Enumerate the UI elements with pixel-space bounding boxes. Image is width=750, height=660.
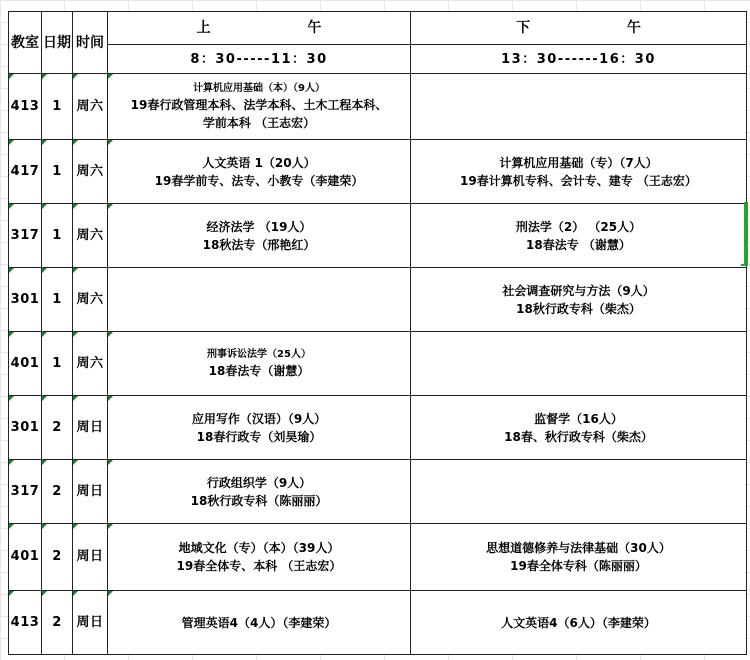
cell-afternoon-course[interactable] (411, 396, 747, 460)
header-row-1 (9, 12, 747, 45)
course-line: 18秋行政专科（柴杰） (516, 301, 641, 316)
course-line: 19春行政管理本科、法学本科、土木工程本科、 (130, 97, 388, 112)
cell-room[interactable]: 413 (9, 591, 42, 655)
cell-date[interactable]: 1 (42, 204, 73, 268)
table-row (9, 591, 747, 655)
cell-morning-course[interactable] (108, 524, 411, 591)
header-room[interactable]: 教室 (9, 12, 42, 74)
cell-date[interactable]: 2 (42, 591, 73, 655)
course-line: 19春全体专科（陈丽丽） (510, 559, 647, 573)
course-line: 18春行政专（刘昊瑜） (196, 429, 322, 444)
table-row (9, 524, 747, 591)
cell-date[interactable]: 2 (42, 460, 73, 524)
course-line: 18春法专（谢慧） (208, 363, 310, 378)
course-line: 监督学（16人） (534, 411, 623, 426)
header-morning-label: 上 午 (196, 20, 368, 36)
cell-room[interactable]: 301 (9, 268, 42, 332)
cell-morning-course[interactable] (108, 396, 411, 460)
table-row (9, 268, 747, 332)
course-line: 刑事诉讼法学（25人） (207, 348, 311, 360)
cell-morning-course[interactable] (108, 268, 411, 332)
cell-room[interactable]: 417 (9, 140, 42, 204)
cell-afternoon-course[interactable] (411, 460, 747, 524)
course-line: 计算机应用基础（专）（7人） (499, 155, 658, 170)
course-line: 经济法学 （19人） (206, 219, 312, 234)
header-date[interactable]: 日期 (42, 12, 73, 74)
schedule-table (8, 11, 747, 655)
cell-day[interactable]: 周日 (73, 460, 108, 524)
cell-morning-course[interactable] (108, 591, 411, 655)
cell-day[interactable]: 周日 (73, 591, 108, 655)
cell-morning-course[interactable] (108, 332, 411, 396)
cell-date[interactable]: 1 (42, 74, 73, 140)
course-line: 社会调查研究与方法（9人） (502, 283, 655, 298)
course-line: 人文英语4（6人）（李建荣） (501, 615, 656, 630)
header-time[interactable]: 时间 (73, 12, 108, 74)
cell-date[interactable]: 2 (42, 524, 73, 591)
course-line: 行政组织学（9人） (206, 475, 312, 490)
table-row (9, 140, 747, 204)
course-line: 18春、秋行政专科（柴杰） (504, 429, 653, 444)
cell-date[interactable]: 1 (42, 332, 73, 396)
header-morning-time[interactable] (108, 45, 411, 74)
cell-day[interactable]: 周六 (73, 268, 108, 332)
course-line: 18春法专 （谢慧） (526, 237, 631, 252)
cell-date[interactable]: 2 (42, 396, 73, 460)
table-row (9, 460, 747, 524)
cell-afternoon-course[interactable] (411, 74, 747, 140)
cell-afternoon-course[interactable] (411, 332, 747, 396)
cell-day[interactable]: 周日 (73, 396, 108, 460)
course-line: 思想道德修养与法律基础（30人） (486, 541, 671, 555)
cell-room[interactable]: 317 (9, 460, 42, 524)
cell-room[interactable]: 413 (9, 74, 42, 140)
course-line: 计算机应用基础（本）（9人） (193, 82, 325, 94)
course-line: 19春计算机专科、会计专、建专 （王志宏） (460, 173, 697, 188)
cell-room[interactable]: 317 (9, 204, 42, 268)
cell-afternoon-course[interactable] (411, 268, 747, 332)
cell-morning-course[interactable] (108, 74, 411, 140)
cell-date[interactable]: 1 (42, 140, 73, 204)
cell-day[interactable]: 周日 (73, 524, 108, 591)
header-morning[interactable] (108, 12, 411, 45)
header-afternoon-label: 下 午 (516, 20, 687, 36)
cell-room[interactable]: 401 (9, 524, 42, 591)
header-row-2 (9, 45, 747, 74)
course-line: 地域文化（专）（本）（39人） (178, 541, 340, 555)
cell-morning-course[interactable] (108, 140, 411, 204)
course-line: 刑法学（2） （25人） (515, 219, 642, 234)
header-afternoon-time-label: 13：30------16：30 (501, 51, 656, 67)
header-morning-time-label: 8：30-----11：30 (190, 51, 328, 67)
cell-afternoon-course[interactable] (411, 204, 747, 268)
cell-morning-course[interactable] (108, 204, 411, 268)
table-row (9, 74, 747, 140)
cell-day[interactable]: 周六 (73, 74, 108, 140)
cell-afternoon-course[interactable] (411, 524, 747, 591)
selected-cell-border (744, 202, 748, 266)
header-afternoon[interactable] (411, 12, 747, 45)
course-line: 学前本科 （王志宏） (202, 115, 316, 130)
course-line: 管理英语4（4人）（李建荣） (181, 615, 337, 630)
course-line: 应用写作（汉语）（9人） (191, 411, 327, 426)
table-row (9, 204, 747, 268)
table-row (9, 396, 747, 460)
cell-morning-course[interactable] (108, 460, 411, 524)
course-line: 人文英语 1（20人） (202, 155, 316, 170)
course-line: 19春全体专、本科 （王志宏） (176, 559, 342, 573)
cell-day[interactable]: 周六 (73, 204, 108, 268)
course-line: 18秋行政专科（陈丽丽） (190, 493, 328, 508)
course-line: 19春学前专、法专、小教专（李建荣） (154, 173, 364, 188)
header-afternoon-time[interactable] (411, 45, 747, 74)
course-line: 18秋法专（邢艳红） (202, 237, 316, 252)
cell-room[interactable]: 401 (9, 332, 42, 396)
cell-day[interactable]: 周六 (73, 332, 108, 396)
cell-date[interactable]: 1 (42, 268, 73, 332)
cell-afternoon-course[interactable] (411, 591, 747, 655)
cell-afternoon-course[interactable] (411, 140, 747, 204)
cell-day[interactable]: 周六 (73, 140, 108, 204)
table-row (9, 332, 747, 396)
cell-room[interactable]: 301 (9, 396, 42, 460)
